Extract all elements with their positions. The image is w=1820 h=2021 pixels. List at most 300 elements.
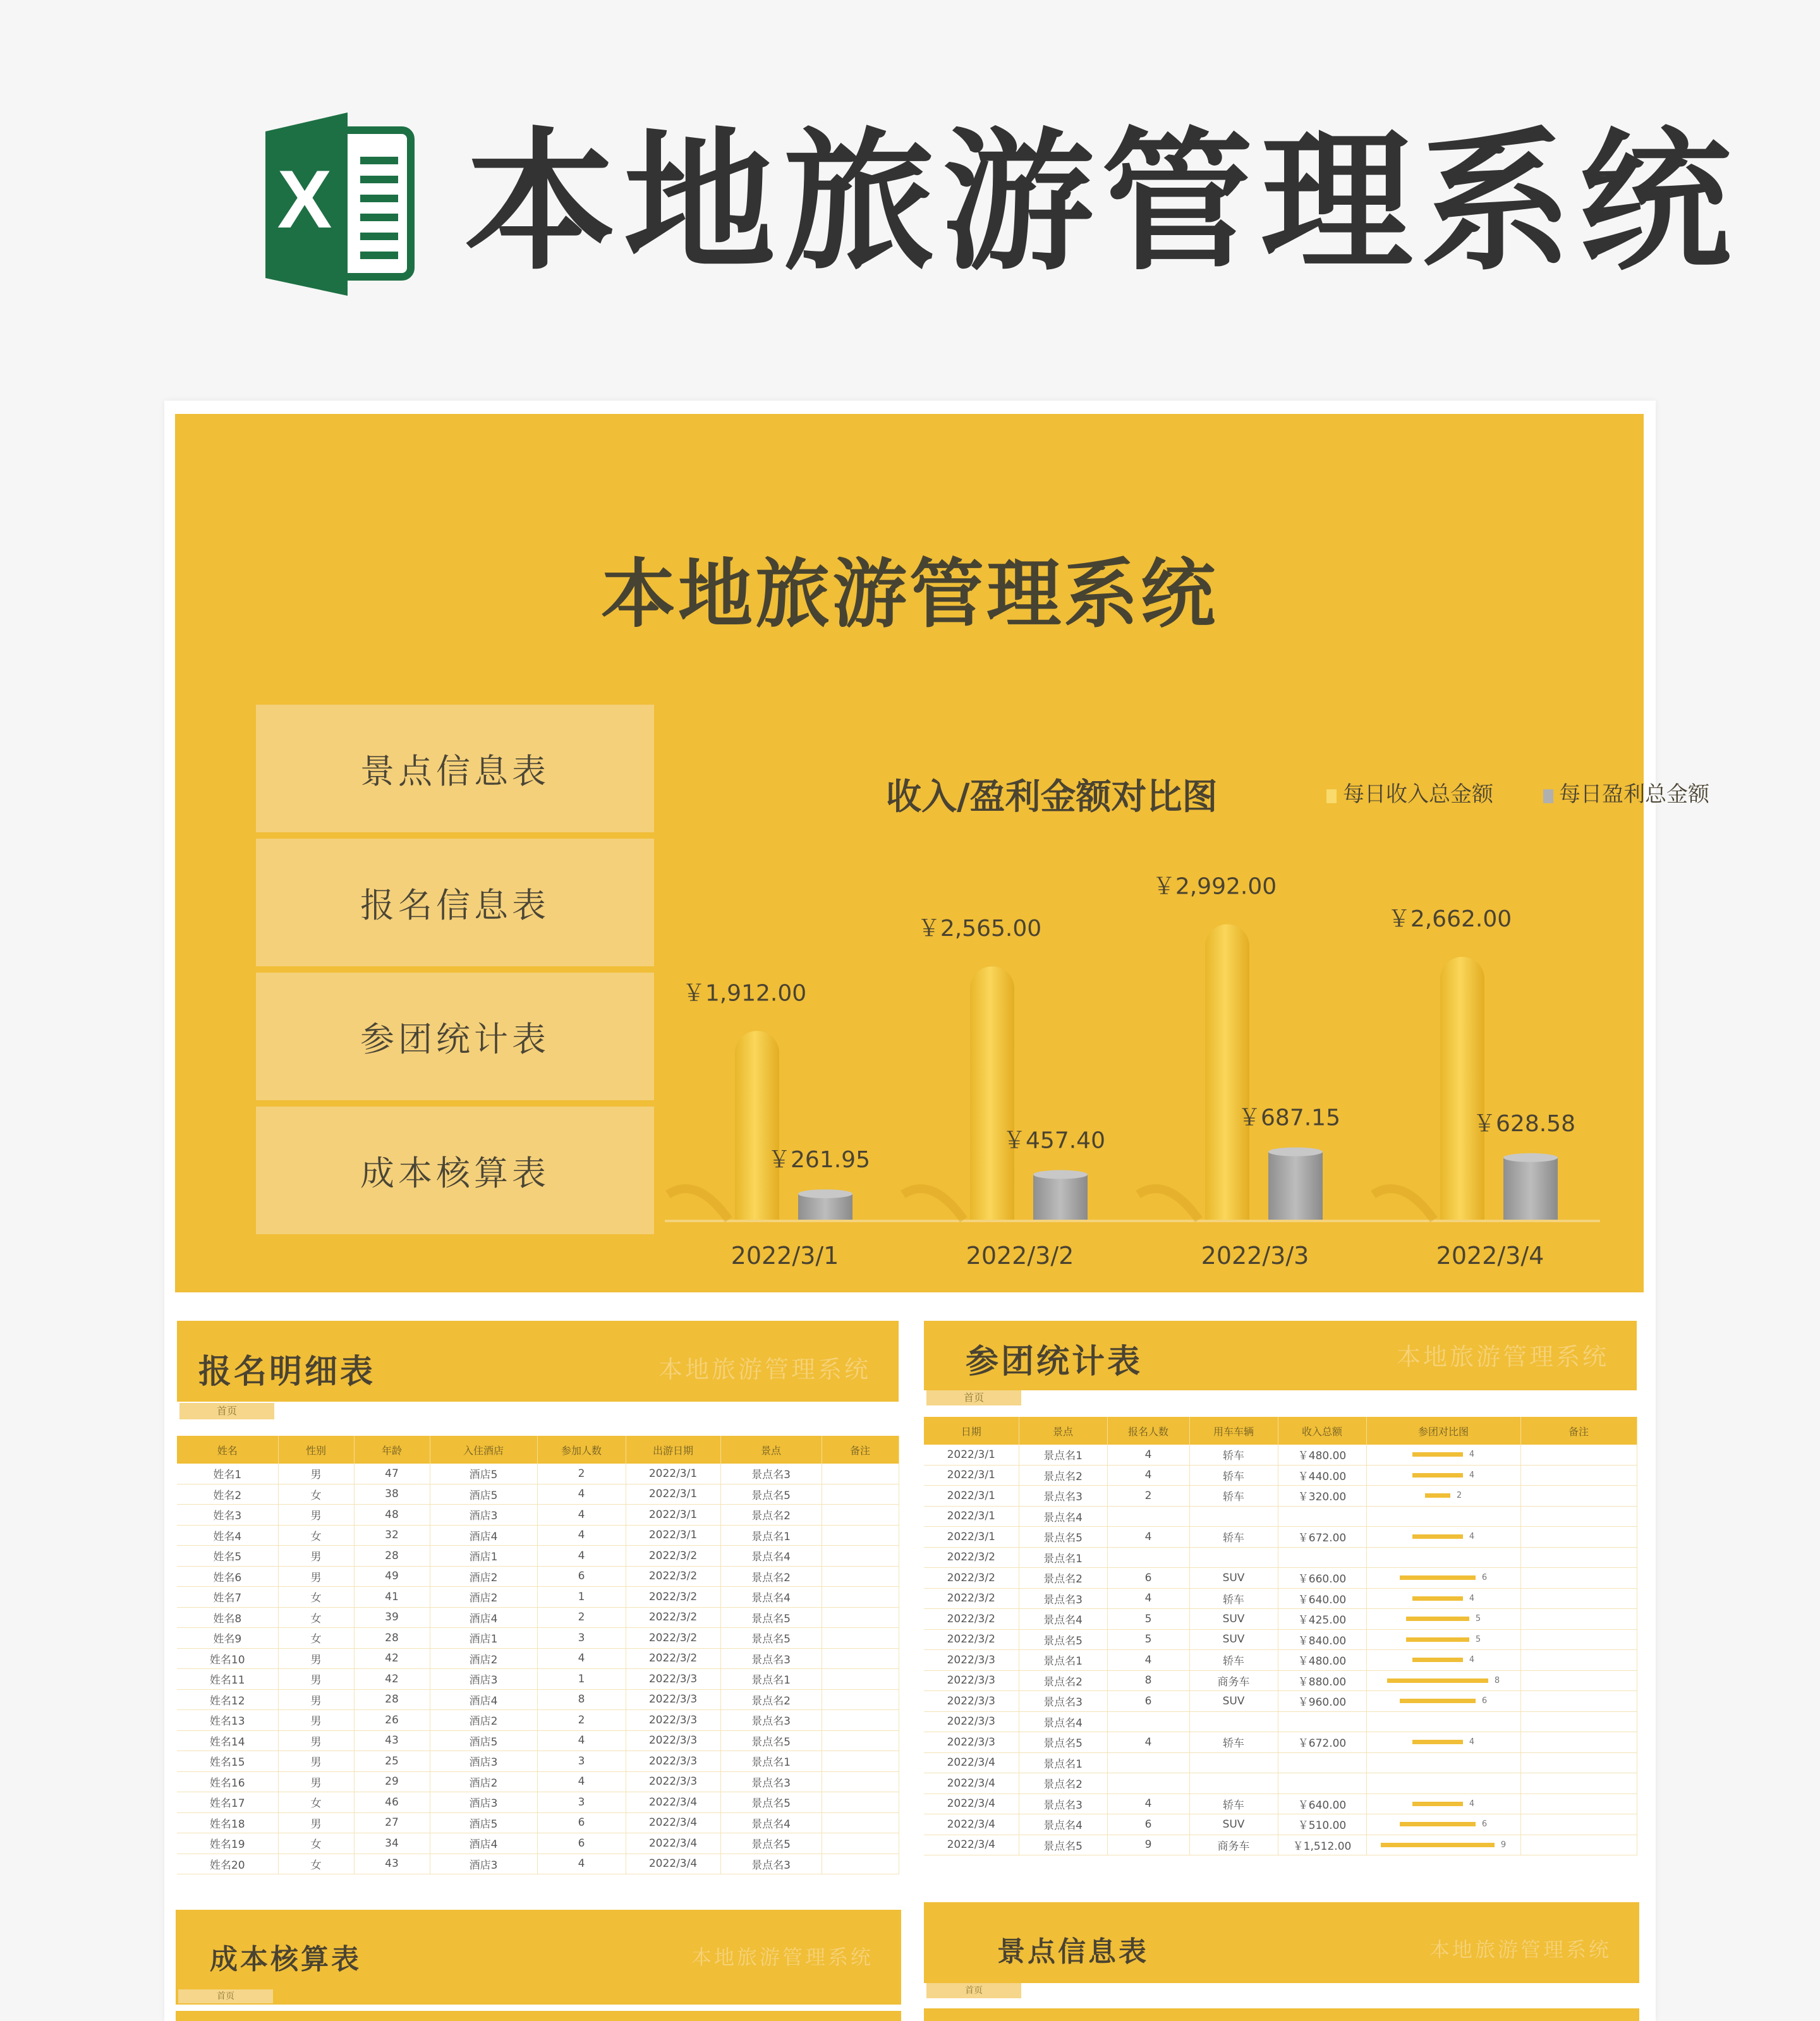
table-cell[interactable]: 男 [278,1566,354,1587]
table-cell[interactable] [822,1587,899,1608]
table-cell[interactable]: 9 [1107,1835,1189,1855]
table-cell[interactable] [822,1484,899,1505]
table-cell[interactable]: 酒店2 [430,1587,537,1608]
column-header[interactable]: 日期 [924,1417,1019,1445]
table-cell[interactable]: 2022/3/3 [924,1650,1019,1671]
table-cell[interactable]: 景点名2 [1019,1773,1107,1794]
table-row[interactable] [924,1465,1637,1486]
table-cell[interactable]: 4 [537,1505,626,1526]
table-cell[interactable]: 景点名3 [720,1648,822,1669]
table-cell[interactable]: 6 [1107,1568,1189,1589]
table-cell[interactable]: 景点名1 [720,1751,822,1772]
table-cell[interactable] [1107,1711,1189,1732]
table-cell[interactable]: 姓名4 [177,1525,278,1546]
table-cell[interactable] [822,1525,899,1546]
table-cell[interactable]: 景点名1 [720,1669,822,1690]
table-cell[interactable]: 2022/3/4 [626,1812,720,1833]
table-cell[interactable]: 4 [1107,1793,1189,1814]
table-cell[interactable]: 2 [537,1464,626,1484]
table-row[interactable] [177,1792,899,1813]
table-row[interactable] [177,1669,899,1690]
table-cell[interactable]: 姓名15 [177,1751,278,1772]
table-cell[interactable]: 2022/3/2 [924,1609,1019,1630]
column-header[interactable]: 用车车辆 [1189,1417,1278,1445]
table-cell[interactable]: ￥480.00 [1278,1445,1366,1465]
table-cell[interactable]: 3 [537,1792,626,1813]
databar-cell[interactable] [1366,1711,1520,1732]
table-row[interactable] [177,1628,899,1649]
table-cell[interactable] [1520,1732,1637,1753]
table-cell[interactable]: 38 [354,1484,430,1505]
table-cell[interactable]: 29 [354,1771,430,1792]
table-cell[interactable]: 女 [278,1792,354,1813]
column-header[interactable]: 收入总额 [1278,1417,1366,1445]
table-row[interactable] [177,1505,899,1526]
table-cell[interactable] [822,1464,899,1484]
table-cell[interactable]: 轿车 [1189,1650,1278,1671]
databar-cell[interactable] [1366,1650,1520,1671]
table-cell[interactable]: 2022/3/2 [626,1566,720,1587]
table-row[interactable] [177,1484,899,1505]
table-cell[interactable]: 4 [537,1525,626,1546]
table-cell[interactable] [1520,1568,1637,1589]
table-cell[interactable] [822,1771,899,1792]
table-cell[interactable]: 42 [354,1648,430,1669]
table-cell[interactable]: ￥880.00 [1278,1670,1366,1691]
table-cell[interactable] [1520,1711,1637,1732]
table-row[interactable] [177,1464,899,1484]
table-cell[interactable] [1520,1670,1637,1691]
table-cell[interactable]: 女 [278,1525,354,1546]
table-row[interactable] [924,1609,1637,1630]
table-cell[interactable]: ￥660.00 [1278,1568,1366,1589]
table-cell[interactable]: 2 [1107,1486,1189,1507]
table-cell[interactable]: 景点名5 [720,1792,822,1813]
table-row[interactable] [924,1793,1637,1814]
table-cell[interactable]: 酒店2 [430,1710,537,1731]
table-cell[interactable]: 男 [278,1669,354,1690]
table-cell[interactable]: SUV [1189,1609,1278,1630]
table-row[interactable] [177,1751,899,1772]
databar-cell[interactable] [1366,1691,1520,1712]
table-cell[interactable]: ￥640.00 [1278,1793,1366,1814]
table-row[interactable] [924,1814,1637,1835]
table-cell[interactable]: 男 [278,1710,354,1731]
table-cell[interactable]: 2022/3/1 [924,1486,1019,1507]
table-cell[interactable]: 景点名1 [1019,1650,1107,1671]
table-cell[interactable]: 2022/3/2 [626,1628,720,1649]
table-cell[interactable]: 酒店5 [430,1812,537,1833]
table-cell[interactable]: 2022/3/1 [924,1465,1019,1486]
table-cell[interactable]: 4 [537,1648,626,1669]
table-cell[interactable]: 酒店1 [430,1546,537,1567]
table-cell[interactable]: 轿车 [1189,1445,1278,1465]
table-cell[interactable]: 6 [537,1566,626,1587]
column-header[interactable]: 报名人数 [1107,1417,1189,1445]
table-cell[interactable]: SUV [1189,1691,1278,1712]
nav-signup-button[interactable]: 报名信息表 [256,839,654,966]
table-cell[interactable] [1107,1506,1189,1527]
table-cell[interactable]: 39 [354,1607,430,1628]
table-cell[interactable]: 女 [278,1484,354,1505]
table-cell[interactable]: 景点名4 [720,1587,822,1608]
table-cell[interactable] [822,1505,899,1526]
table-cell[interactable]: 景点名5 [1019,1629,1107,1650]
table-cell[interactable]: 2022/3/1 [924,1445,1019,1465]
table-cell[interactable]: 男 [278,1648,354,1669]
table-cell[interactable]: 姓名9 [177,1628,278,1649]
table-cell[interactable]: 5 [1107,1609,1189,1630]
table-cell[interactable]: 景点名5 [720,1833,822,1854]
column-header[interactable]: 备注 [1520,1417,1637,1445]
table-cell[interactable]: 景点名5 [1019,1835,1107,1855]
table-row[interactable] [924,1486,1637,1507]
databar-cell[interactable] [1366,1835,1520,1855]
table-cell[interactable]: 4 [537,1854,626,1874]
table-row[interactable] [177,1812,899,1833]
table-row[interactable] [177,1546,899,1567]
table-cell[interactable]: SUV [1189,1814,1278,1835]
table-cell[interactable]: 6 [1107,1691,1189,1712]
table-cell[interactable] [822,1833,899,1854]
table-cell[interactable]: ￥1,512.00 [1278,1835,1366,1855]
nav-groups-button[interactable]: 参团统计表 [256,973,654,1100]
table-cell[interactable]: 酒店3 [430,1751,537,1772]
table-cell[interactable] [1278,1752,1366,1773]
table-cell[interactable]: 6 [1107,1814,1189,1835]
table-cell[interactable] [1520,1445,1637,1465]
table-cell[interactable]: 景点名3 [1019,1793,1107,1814]
table-cell[interactable]: 姓名13 [177,1710,278,1731]
databar-cell[interactable] [1366,1793,1520,1814]
table-cell[interactable]: 景点名4 [1019,1506,1107,1527]
table-cell[interactable]: 酒店4 [430,1689,537,1710]
table-cell[interactable] [822,1669,899,1690]
table-cell[interactable]: 2022/3/1 [626,1484,720,1505]
table-cell[interactable]: 3 [537,1751,626,1772]
table-cell[interactable]: 47 [354,1464,430,1484]
table-cell[interactable]: 28 [354,1628,430,1649]
table-cell[interactable] [1520,1506,1637,1527]
table-cell[interactable]: 4 [537,1730,626,1751]
table-cell[interactable]: ￥840.00 [1278,1629,1366,1650]
table-cell[interactable] [1278,1711,1366,1732]
table-cell[interactable]: 2022/3/3 [924,1711,1019,1732]
nav-spots-button[interactable]: 景点信息表 [256,705,654,832]
table-cell[interactable]: 2022/3/2 [626,1648,720,1669]
table-row[interactable] [924,1732,1637,1753]
table-cell[interactable] [1520,1486,1637,1507]
table-cell[interactable]: 姓名18 [177,1812,278,1833]
table-cell[interactable]: 26 [354,1710,430,1731]
table-row[interactable] [924,1835,1637,1855]
column-header[interactable]: 入住酒店 [430,1436,537,1464]
table-row[interactable] [177,1833,899,1854]
table-cell[interactable]: 28 [354,1546,430,1567]
table-cell[interactable]: 景点名2 [1019,1465,1107,1486]
table-cell[interactable] [1107,1773,1189,1794]
table-cell[interactable]: 男 [278,1689,354,1710]
table-cell[interactable]: 轿车 [1189,1486,1278,1507]
signup-home-tab[interactable]: 首页 [179,1403,274,1419]
table-cell[interactable]: ￥320.00 [1278,1486,1366,1507]
table-cell[interactable]: 2022/3/4 [626,1833,720,1854]
table-cell[interactable]: 4 [1107,1527,1189,1548]
table-cell[interactable]: 43 [354,1854,430,1874]
table-cell[interactable]: 姓名2 [177,1484,278,1505]
column-header[interactable]: 景点 [1019,1417,1107,1445]
databar-cell[interactable] [1366,1527,1520,1548]
table-cell[interactable]: 2022/3/2 [626,1587,720,1608]
table-cell[interactable]: 轿车 [1189,1527,1278,1548]
table-cell[interactable] [1107,1547,1189,1568]
table-cell[interactable]: 景点名1 [720,1525,822,1546]
table-cell[interactable]: 景点名1 [1019,1752,1107,1773]
table-cell[interactable] [1278,1506,1366,1527]
table-cell[interactable]: 男 [278,1812,354,1833]
table-cell[interactable]: 姓名8 [177,1607,278,1628]
table-row[interactable] [177,1771,899,1792]
table-cell[interactable] [1520,1588,1637,1609]
table-cell[interactable]: 酒店5 [430,1464,537,1484]
table-cell[interactable]: 男 [278,1464,354,1484]
table-cell[interactable] [822,1730,899,1751]
table-cell[interactable]: 1 [537,1587,626,1608]
table-cell[interactable]: 姓名10 [177,1648,278,1669]
table-row[interactable] [177,1648,899,1669]
table-cell[interactable]: 酒店2 [430,1566,537,1587]
table-cell[interactable]: 8 [1107,1670,1189,1691]
table-cell[interactable]: 女 [278,1628,354,1649]
table-cell[interactable]: 女 [278,1607,354,1628]
table-cell[interactable] [1520,1609,1637,1630]
table-cell[interactable]: 8 [537,1689,626,1710]
table-cell[interactable]: 酒店4 [430,1525,537,1546]
table-cell[interactable]: 2022/3/1 [924,1527,1019,1548]
table-cell[interactable]: 2022/3/4 [626,1854,720,1874]
databar-cell[interactable] [1366,1814,1520,1835]
table-cell[interactable]: 2022/3/2 [924,1568,1019,1589]
databar-cell[interactable] [1366,1588,1520,1609]
table-cell[interactable]: 4 [1107,1732,1189,1753]
table-cell[interactable]: ￥510.00 [1278,1814,1366,1835]
table-cell[interactable] [1520,1835,1637,1855]
table-cell[interactable]: 43 [354,1730,430,1751]
table-cell[interactable]: 2022/3/4 [924,1793,1019,1814]
table-cell[interactable]: 2022/3/3 [626,1751,720,1772]
table-cell[interactable]: 景点名3 [1019,1588,1107,1609]
table-cell[interactable] [1520,1547,1637,1568]
table-cell[interactable]: 酒店4 [430,1607,537,1628]
table-cell[interactable]: 4 [537,1771,626,1792]
table-cell[interactable]: 景点名3 [1019,1691,1107,1712]
table-row[interactable] [924,1670,1637,1691]
table-cell[interactable]: 景点名4 [1019,1711,1107,1732]
table-cell[interactable]: 2022/3/1 [626,1525,720,1546]
table-cell[interactable]: 2022/3/1 [626,1464,720,1484]
table-row[interactable] [177,1689,899,1710]
table-cell[interactable]: ￥480.00 [1278,1650,1366,1671]
table-cell[interactable] [1520,1793,1637,1814]
table-cell[interactable]: 2022/3/4 [924,1835,1019,1855]
table-cell[interactable]: 姓名12 [177,1689,278,1710]
table-row[interactable] [924,1527,1637,1548]
table-cell[interactable]: 2022/3/2 [626,1546,720,1567]
databar-cell[interactable] [1366,1486,1520,1507]
table-row[interactable] [924,1588,1637,1609]
table-cell[interactable] [822,1566,899,1587]
databar-cell[interactable] [1366,1506,1520,1527]
databar-cell[interactable] [1366,1609,1520,1630]
table-cell[interactable]: ￥425.00 [1278,1609,1366,1630]
table-cell[interactable]: ￥672.00 [1278,1527,1366,1548]
table-row[interactable] [924,1629,1637,1650]
table-cell[interactable]: 6 [537,1812,626,1833]
table-cell[interactable]: 酒店2 [430,1771,537,1792]
table-cell[interactable]: ￥672.00 [1278,1732,1366,1753]
table-cell[interactable]: 景点名5 [720,1730,822,1751]
table-cell[interactable]: ￥960.00 [1278,1691,1366,1712]
table-cell[interactable] [822,1689,899,1710]
table-cell[interactable]: 酒店5 [430,1484,537,1505]
column-header[interactable]: 姓名 [177,1436,278,1464]
table-cell[interactable] [1520,1465,1637,1486]
table-cell[interactable]: 景点名2 [720,1566,822,1587]
table-cell[interactable]: 景点名4 [1019,1609,1107,1630]
table-row[interactable] [924,1506,1637,1527]
table-cell[interactable]: 2022/3/3 [924,1732,1019,1753]
column-header[interactable]: 景点 [720,1436,822,1464]
table-cell[interactable]: 姓名5 [177,1546,278,1567]
table-cell[interactable] [822,1546,899,1567]
column-header[interactable]: 备注 [822,1436,899,1464]
table-cell[interactable]: 酒店1 [430,1628,537,1649]
table-cell[interactable]: ￥440.00 [1278,1465,1366,1486]
table-cell[interactable]: 2022/3/3 [924,1691,1019,1712]
table-cell[interactable] [1520,1752,1637,1773]
table-cell[interactable]: 轿车 [1189,1732,1278,1753]
table-cell[interactable]: 42 [354,1669,430,1690]
table-cell[interactable] [1189,1506,1278,1527]
table-cell[interactable] [822,1648,899,1669]
table-cell[interactable]: 姓名20 [177,1854,278,1874]
table-cell[interactable]: 景点名5 [720,1607,822,1628]
column-header[interactable]: 年龄 [354,1436,430,1464]
table-cell[interactable]: 轿车 [1189,1465,1278,1486]
table-cell[interactable] [1278,1773,1366,1794]
table-row[interactable] [924,1691,1637,1712]
databar-cell[interactable] [1366,1670,1520,1691]
table-cell[interactable]: 景点名3 [720,1710,822,1731]
table-cell[interactable]: 酒店4 [430,1833,537,1854]
table-cell[interactable]: 2022/3/3 [626,1771,720,1792]
table-cell[interactable]: 2022/3/1 [626,1505,720,1526]
databar-cell[interactable] [1366,1568,1520,1589]
table-cell[interactable]: 2022/3/3 [626,1669,720,1690]
table-cell[interactable] [822,1812,899,1833]
table-cell[interactable]: 男 [278,1730,354,1751]
table-cell[interactable]: 女 [278,1587,354,1608]
table-cell[interactable] [1520,1773,1637,1794]
table-cell[interactable]: 景点名5 [720,1628,822,1649]
table-cell[interactable]: 景点名4 [1019,1814,1107,1835]
table-cell[interactable]: 酒店2 [430,1648,537,1669]
table-cell[interactable]: 景点名5 [1019,1527,1107,1548]
column-header[interactable]: 出游日期 [626,1436,720,1464]
table-cell[interactable]: 2022/3/2 [924,1547,1019,1568]
table-cell[interactable]: 姓名3 [177,1505,278,1526]
table-row[interactable] [924,1711,1637,1732]
table-cell[interactable]: 景点名2 [720,1505,822,1526]
table-cell[interactable]: 酒店3 [430,1792,537,1813]
table-cell[interactable]: 2022/3/3 [626,1689,720,1710]
table-cell[interactable]: 景点名3 [720,1854,822,1874]
databar-cell[interactable] [1366,1732,1520,1753]
table-cell[interactable]: 34 [354,1833,430,1854]
table-cell[interactable] [1189,1773,1278,1794]
databar-cell[interactable] [1366,1752,1520,1773]
table-row[interactable] [924,1752,1637,1773]
table-row[interactable] [924,1773,1637,1794]
table-cell[interactable]: 酒店3 [430,1505,537,1526]
table-cell[interactable]: 姓名14 [177,1730,278,1751]
databar-cell[interactable] [1366,1445,1520,1465]
table-row[interactable] [177,1607,899,1628]
table-cell[interactable]: 姓名1 [177,1464,278,1484]
table-cell[interactable]: 2022/3/3 [924,1670,1019,1691]
table-row[interactable] [924,1445,1637,1465]
table-cell[interactable] [1189,1752,1278,1773]
cost-home-tab[interactable]: 首页 [178,1989,273,2003]
table-cell[interactable] [1520,1814,1637,1835]
spots-home-tab[interactable]: 首页 [926,1983,1021,1998]
table-cell[interactable]: 46 [354,1792,430,1813]
table-cell[interactable]: 女 [278,1833,354,1854]
table-cell[interactable]: 酒店3 [430,1854,537,1874]
table-row[interactable] [177,1710,899,1731]
databar-cell[interactable] [1366,1465,1520,1486]
table-cell[interactable]: 25 [354,1751,430,1772]
table-row[interactable] [177,1566,899,1587]
table-cell[interactable]: 轿车 [1189,1588,1278,1609]
table-cell[interactable] [822,1854,899,1874]
table-cell[interactable]: 酒店3 [430,1669,537,1690]
databar-cell[interactable] [1366,1773,1520,1794]
table-cell[interactable]: 2022/3/2 [924,1629,1019,1650]
table-row[interactable] [177,1525,899,1546]
table-cell[interactable] [822,1792,899,1813]
table-cell[interactable] [1189,1711,1278,1732]
table-cell[interactable]: 商务车 [1189,1835,1278,1855]
table-cell[interactable]: 4 [537,1546,626,1567]
table-cell[interactable]: 2022/3/4 [924,1773,1019,1794]
table-cell[interactable]: 6 [537,1833,626,1854]
table-cell[interactable]: 男 [278,1771,354,1792]
table-cell[interactable]: 48 [354,1505,430,1526]
table-cell[interactable]: 4 [1107,1650,1189,1671]
table-cell[interactable]: 2022/3/2 [924,1588,1019,1609]
table-cell[interactable] [1189,1547,1278,1568]
table-cell[interactable]: 轿车 [1189,1793,1278,1814]
table-cell[interactable]: 2022/3/3 [626,1730,720,1751]
table-cell[interactable]: 2022/3/4 [924,1752,1019,1773]
table-cell[interactable]: 景点名5 [720,1484,822,1505]
table-cell[interactable] [1520,1691,1637,1712]
table-cell[interactable]: 男 [278,1505,354,1526]
table-cell[interactable]: 景点名1 [1019,1445,1107,1465]
table-row[interactable] [177,1854,899,1874]
table-cell[interactable] [1278,1547,1366,1568]
